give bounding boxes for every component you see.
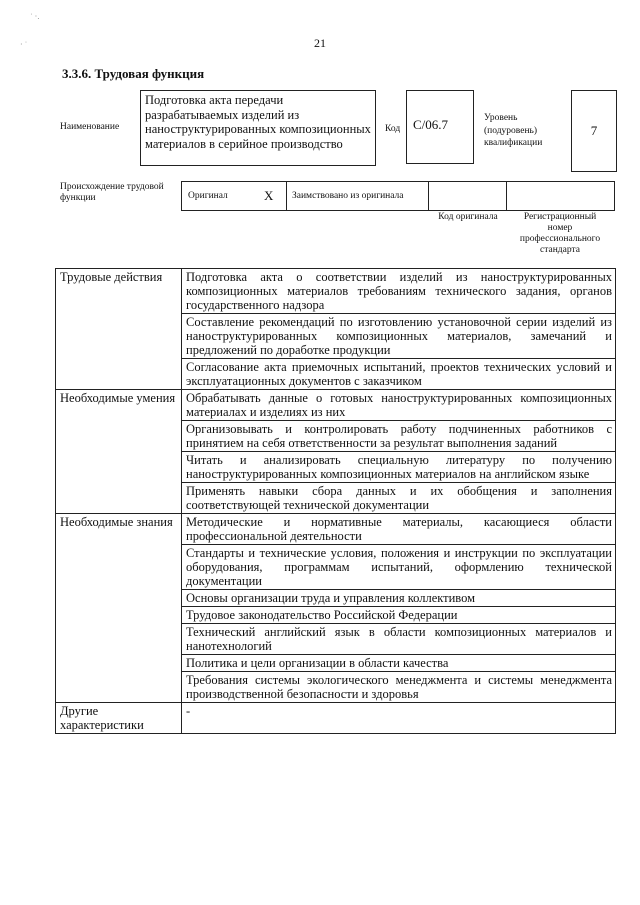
table-row	[56, 703, 616, 734]
scan-speck-mark: ˙ ·.	[30, 12, 40, 21]
table-item: Методические и нормативные материалы, касающиеся области профессиональной деятельности	[182, 514, 616, 545]
table-item: -	[182, 703, 616, 734]
table-item: Применять навыки сбора данных и их обобщения и заполнения соответствующей технической документации	[182, 483, 616, 514]
origin-label: Происхождение трудовой функции	[60, 182, 164, 203]
table-item: Согласование акта приемочных испытаний, проектов технических условий и эксплуатационных документов с заказчиком	[182, 359, 616, 390]
table-item: Стандарты и технические условия, положения и инструкции по эксплуатации оборудования, программам испытаний, оформлению технической документации	[182, 545, 616, 590]
original-mark: X	[264, 188, 274, 203]
code-label: Код	[385, 124, 401, 134]
table-row	[56, 390, 616, 421]
code-value: С/06.7	[413, 117, 449, 132]
origin-divider-1	[286, 182, 287, 210]
group-label: Необходимые умения	[56, 390, 182, 514]
table-item: Технический английский язык в области композиционных материалов и нанотехнологий	[182, 624, 616, 655]
scan-speck-mark-2: · ˙	[20, 40, 28, 49]
level-box	[571, 90, 617, 172]
table-item: Требования системы экологического менеджмента и системы менеджмента производственной безопасности и здоровья	[182, 672, 616, 703]
group-label: Другие характеристики	[56, 703, 182, 734]
table-item: Организовывать и контролировать работу подчиненных работников с принятием на себя ответственности за результат выполнения заданий	[182, 421, 616, 452]
section-title: 3.3.6. Трудовая функция	[62, 66, 205, 81]
function-name-box	[140, 90, 376, 166]
code-box	[406, 90, 474, 164]
table-item: Основы организации труда и управления коллективом	[182, 590, 616, 607]
table-item: Подготовка акта о соответствии изделий из наноструктурированных композиционных материалов требованиям технического задания, органов государственного надзора	[182, 269, 616, 314]
level-label: Уровень (подуровень) квалификации	[484, 113, 543, 148]
reg-number-caption: Регистрационный номер профессионального стандарта	[519, 212, 601, 255]
origin-divider-3	[506, 182, 507, 210]
page-number: 21	[314, 36, 326, 50]
table-row	[56, 269, 616, 314]
function-name-value: Подготовка акта передачи разрабатываемых изделий из наноструктурированных композиционных материалов в серийное производство	[145, 93, 371, 151]
table-item: Трудовое законодательство Российской Федерации	[182, 607, 616, 624]
function-content-table	[55, 268, 616, 734]
origin-divider-2	[428, 182, 429, 210]
group-label: Необходимые знания	[56, 514, 182, 703]
table-item: Составление рекомендаций по изготовлению установочной серии изделий из наноструктурированных композиционных материалов, замечаний и предложений по доработке продукции	[182, 314, 616, 359]
origin-row	[181, 181, 615, 211]
group-label: Трудовые действия	[56, 269, 182, 390]
original-label: Оригинал	[188, 191, 228, 201]
code-original-caption: Код оригинала	[438, 212, 498, 222]
table-item: Читать и анализировать специальную литературу по получению наноструктурированных композиционных материалов на английском языке	[182, 452, 616, 483]
borrowed-label: Заимствовано из оригинала	[292, 191, 404, 201]
table-item: Политика и цели организации в области качества	[182, 655, 616, 672]
level-value: 7	[590, 123, 598, 138]
table-row	[56, 514, 616, 545]
name-label: Наименование	[60, 122, 120, 132]
table-item: Обрабатывать данные о готовых наноструктурированных композиционных материалах и изделиях из них	[182, 390, 616, 421]
